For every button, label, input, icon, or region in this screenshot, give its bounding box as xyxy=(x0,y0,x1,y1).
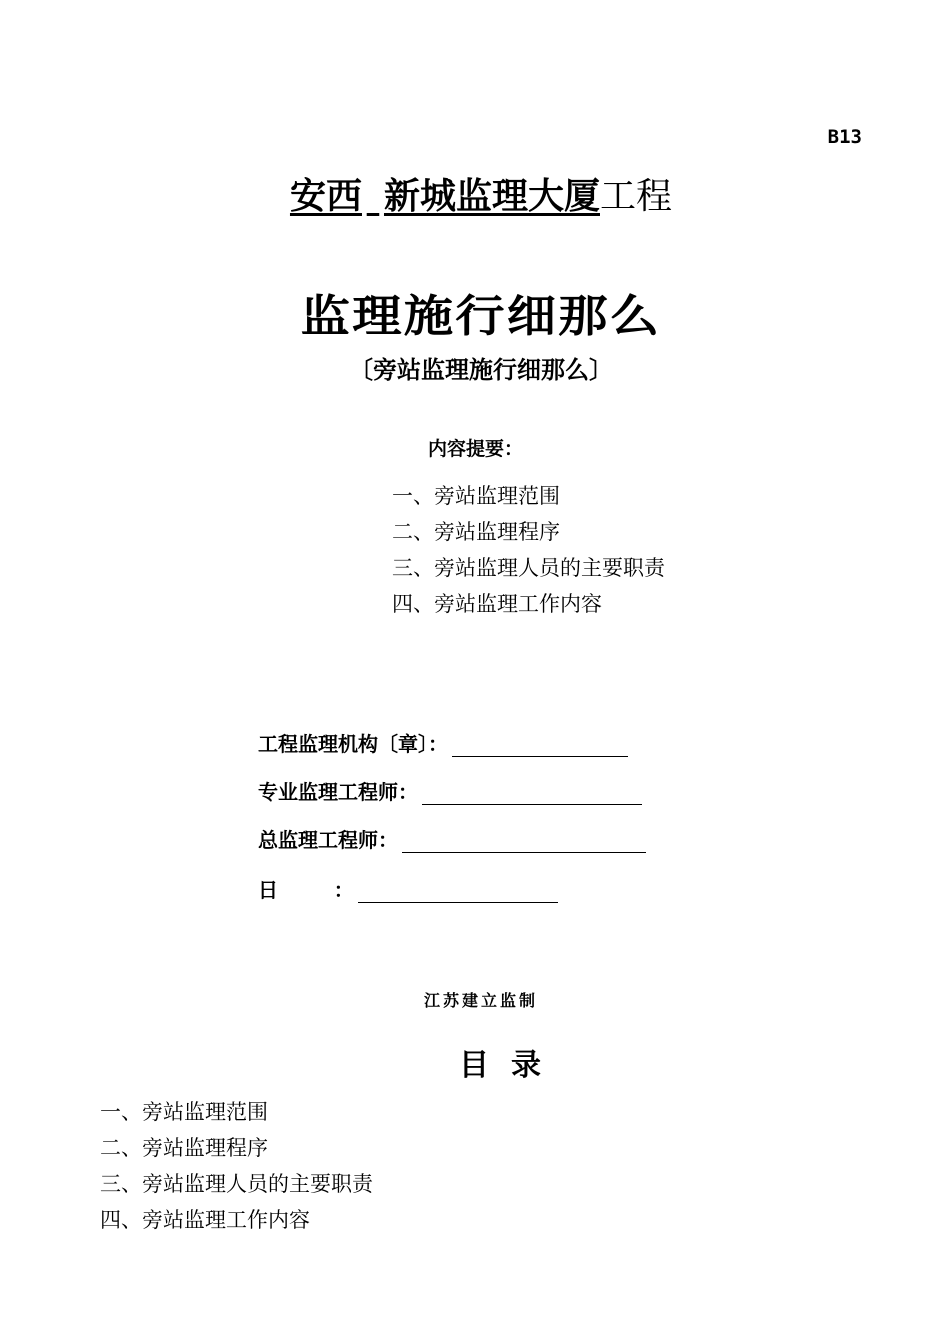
sign-row-chief xyxy=(258,824,646,853)
sign-row-organization xyxy=(258,728,628,757)
signature-line-date[interactable] xyxy=(358,882,558,903)
sign-label-specialist: 专业监理工程师： xyxy=(258,780,418,804)
project-suffix: 工程 xyxy=(600,176,673,217)
summary-item: 一、旁站监理范围 xyxy=(392,484,560,508)
signature-line-specialist[interactable] xyxy=(422,784,642,805)
summary-item: 三、旁站监理人员的主要职责 xyxy=(392,556,665,580)
summary-item: 四、旁站监理工作内容 xyxy=(392,592,602,616)
signature-line-chief[interactable] xyxy=(402,832,646,853)
main-title: 监理施行细那么 xyxy=(300,291,662,342)
sign-label-organization: 工程监理机构〔章〕： xyxy=(258,732,448,756)
issuer: 江苏建立监制 xyxy=(423,991,538,1010)
document-code: B13 xyxy=(827,126,862,148)
signature-line-organization[interactable] xyxy=(452,736,628,757)
summary-item: 二、旁站监理程序 xyxy=(392,520,560,544)
sign-row-specialist xyxy=(258,776,642,805)
toc-title: 目录 xyxy=(459,1048,563,1083)
project-name-gap xyxy=(362,175,384,217)
toc-item: 四、旁站监理工作内容 xyxy=(100,1208,310,1232)
toc-item: 三、旁站监理人员的主要职责 xyxy=(100,1172,373,1196)
toc-item: 二、旁站监理程序 xyxy=(100,1136,268,1160)
sub-title: 〔旁站监理施行细那么〕 xyxy=(349,355,613,384)
toc-item: 一、旁站监理范围 xyxy=(100,1100,268,1124)
project-name-part-2: 新城监理大厦 xyxy=(383,175,600,217)
sign-label-chief: 总监理工程师： xyxy=(258,828,398,852)
project-name xyxy=(0,168,950,219)
summary-label: 内容提要： xyxy=(428,438,524,460)
project-name-part-1: 安西 xyxy=(289,175,362,217)
sign-row-date xyxy=(258,874,558,903)
sign-label-date: 日 ： xyxy=(258,878,354,902)
